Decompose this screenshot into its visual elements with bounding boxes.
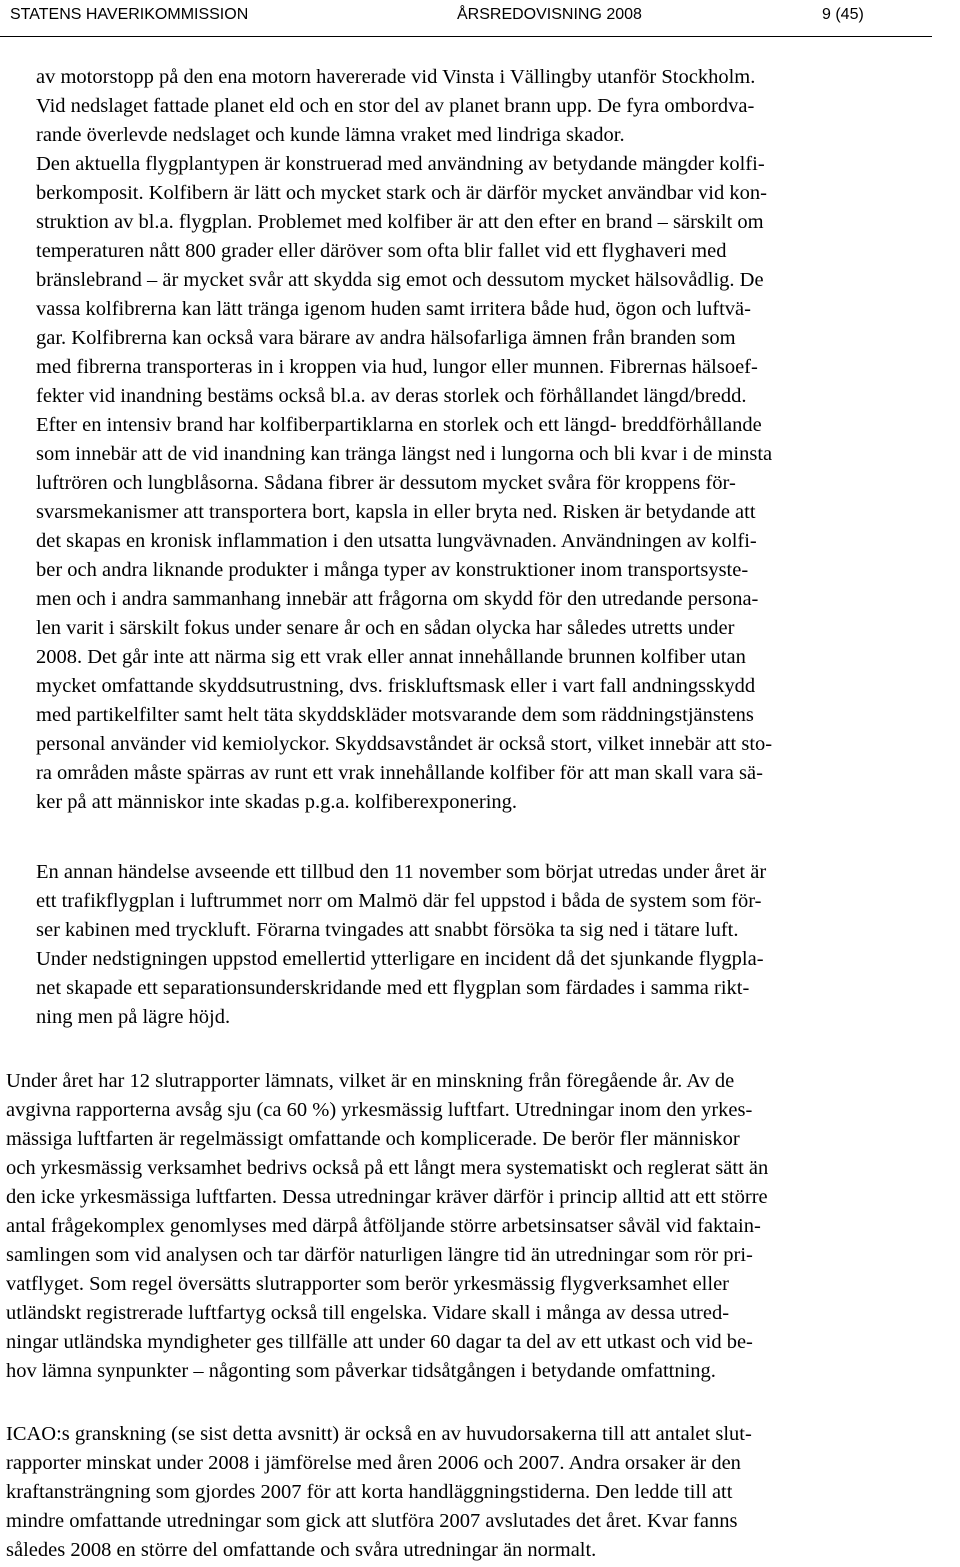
paragraph-1-line: vassa kolfibrerna kan lätt tränga igenom huden samt irritera både hud, ögon och luftvä-	[36, 298, 751, 320]
paragraph-1-line: berkomposit. Kolfibern är lätt och mycket stark och är därför mycket användbar vid kon-	[36, 182, 767, 204]
paragraph-1-line: 2008. Det går inte att närma sig ett vrak eller annat innehållande brunnen kolfiber utan	[36, 646, 746, 668]
paragraph-1-line: luftrören och lungblåsorna. Sådana fibrer är dessutom mycket svåra för kroppens för-	[36, 472, 736, 494]
paragraph-3-line: hov lämna synpunkter – någonting som påverkar tidsåtgången i betydande omfattning.	[6, 1360, 716, 1382]
paragraph-1-line: gar. Kolfibrerna kan också vara bärare av andra hälsofarliga ämnen från branden som	[36, 327, 736, 349]
paragraph-1-line: det skapas en kronisk inflammation i den utsatta lungvävnaden. Användningen av kolfi-	[36, 530, 757, 552]
paragraph-3-line: Under året har 12 slutrapporter lämnats, vilket är en minskning från föregående år. Av de	[6, 1070, 735, 1092]
paragraph-3-line: ningar utländska myndigheter ges tillfälle att under 60 dagar ta del av ett utkast och vid be-	[6, 1331, 753, 1353]
paragraph-2-line: ett trafikflygplan i luftrummet norr om Malmö där fel uppstod i båda de system som för-	[36, 890, 762, 912]
paragraph-4-line: mindre omfattande utredningar som gick att slutföra 2007 avslutades det året. Kvar fanns	[6, 1510, 738, 1532]
paragraph-3-line: mässiga luftfarten är regelmässigt omfattande och komplicerade. De berör fler människor	[6, 1128, 740, 1150]
paragraph-2-line: net skapade ett separationsunderskridande med ett flygplan som färdades i samma rikt-	[36, 977, 750, 999]
paragraph-2-line: En annan händelse avseende ett tillbud den 11 november som börjat utredas under året är	[36, 861, 767, 883]
paragraph-1-line: fekter vid inandning bestäms också bl.a. av deras storlek och förhållandet längd/bredd.	[36, 385, 747, 407]
paragraph-3-line: antal frågekomplex genomlyses med därpå åtföljande större arbetsinsatser såväl vid faktain-	[6, 1215, 761, 1237]
paragraph-1-line: Efter en intensiv brand har kolfiberpartiklarna en storlek och ett längd- breddförhållande	[36, 414, 762, 436]
paragraph-1-line: som innebär att de vid inandning kan tränga längst ned i lungorna och bli kvar i de minsta	[36, 443, 773, 465]
paragraph-1-line: svarsmekanismer att transportera bort, kapsla in eller bryta ned. Risken är betydande att	[36, 501, 756, 523]
paragraph-3-line: utländskt registrerade luftfartyg också till engelska. Vidare skall i många av dessa utred-	[6, 1302, 730, 1324]
paragraph-1-line: temperaturen nått 800 grader eller däröver som ofta blir fallet vid ett flyghaveri med	[36, 240, 727, 262]
paragraph-1-line: av motorstopp på den ena motorn havererade vid Vinsta i Vällingby utanför Stockholm.	[36, 66, 756, 88]
header-report-title: ÅRSREDOVISNING 2008	[457, 6, 642, 23]
paragraph-2-line: Under nedstigningen uppstod emellertid ytterligare en incident då det sjunkande flygpla-	[36, 948, 764, 970]
paragraph-4-line: kraftansträngning som gjordes 2007 för att korta handläggningstiderna. Den ledde till att	[6, 1481, 733, 1503]
paragraph-1-line: men och i andra sammanhang innebär att frågorna om skydd för den utredande persona-	[36, 588, 759, 610]
paragraph-1-line: ber och andra liknande produkter i många typer av konstruktioner inom transportsyste-	[36, 559, 749, 581]
paragraph-2-line: ser kabinen med tryckluft. Förarna tvingades att snabbt försöka ta sig ned i tätare luft.	[36, 919, 739, 941]
paragraph-1-line: bränslebrand – är mycket svår att skydda sig emot och dessutom mycket hälsovådlig. De	[36, 269, 764, 291]
paragraph-3-line: den icke yrkesmässiga luftfarten. Dessa utredningar kräver därför i princip alltid att ett större	[6, 1186, 768, 1208]
paragraph-3-line: avgivna rapporterna avsåg sju (ca 60 %) yrkesmässig luftfart. Utredningar inom den yrkes-	[6, 1099, 753, 1121]
paragraph-3-line: vatflyget. Som regel översätts slutrapporter som berör yrkesmässig flygverksamhet eller	[6, 1273, 729, 1295]
header-organization: STATENS HAVERIKOMMISSION	[10, 6, 249, 23]
paragraph-4-line: rapporter minskat under 2008 i jämförelse med åren 2006 och 2007. Andra orsaker är den	[6, 1452, 741, 1474]
paragraph-1-line: rande överlevde nedslaget och kunde lämna vraket med lindriga skador.	[36, 124, 625, 146]
paragraph-1-line: ra områden måste spärras av runt ett vrak innehållande kolfiber för att man skall vara sä-	[36, 762, 763, 784]
header-divider	[0, 36, 932, 37]
paragraph-1-line: mycket omfattande skyddsutrustning, dvs. friskluftsmask eller i vart fall andningsskydd	[36, 675, 756, 697]
paragraph-1-line: len varit i särskilt fokus under senare år och en sådan olycka har således utretts under	[36, 617, 735, 639]
paragraph-2-line: ning men på lägre höjd.	[36, 1006, 231, 1028]
paragraph-1-line: med fibrerna transporteras in i kroppen via hud, lungor eller munnen. Fibrernas hälsoef-	[36, 356, 758, 378]
paragraph-1-line: Vid nedslaget fattade planet eld och en stor del av planet brann upp. De fyra ombordva-	[36, 95, 755, 117]
paragraph-1-line: ker på att människor inte skadas p.g.a. kolfiberexponering.	[36, 791, 518, 813]
paragraph-1-line: med partikelfilter samt helt täta skyddskläder motsvarande dem som räddningstjänstens	[36, 704, 754, 726]
paragraph-3-line: samlingen som vid analysen och tar därför naturligen längre tid än utredningar som rör pri-	[6, 1244, 753, 1266]
paragraph-1-line: Den aktuella flygplantypen är konstruerad med användning av betydande mängder kolfi-	[36, 153, 765, 175]
page-header	[0, 0, 960, 36]
paragraph-1-line: personal använder vid kemiolyckor. Skyddsavståndet är också stort, vilket innebär att sto-	[36, 733, 773, 755]
paragraph-3-line: och yrkesmässig verksamhet bedrivs också på ett långt mera systematiskt och reglerat sätt än	[6, 1157, 769, 1179]
paragraph-4-line: således 2008 en större del omfattande och svåra utredningar än normalt.	[6, 1539, 597, 1561]
header-page-number: 9 (45)	[822, 6, 864, 23]
paragraph-1-line: struktion av bl.a. flygplan. Problemet med kolfiber är att den efter en brand – särskilt om	[36, 211, 764, 233]
paragraph-4-line: ICAO:s granskning (se sist detta avsnitt) är också en av huvudorsakerna till att antalet slut-	[6, 1423, 752, 1445]
